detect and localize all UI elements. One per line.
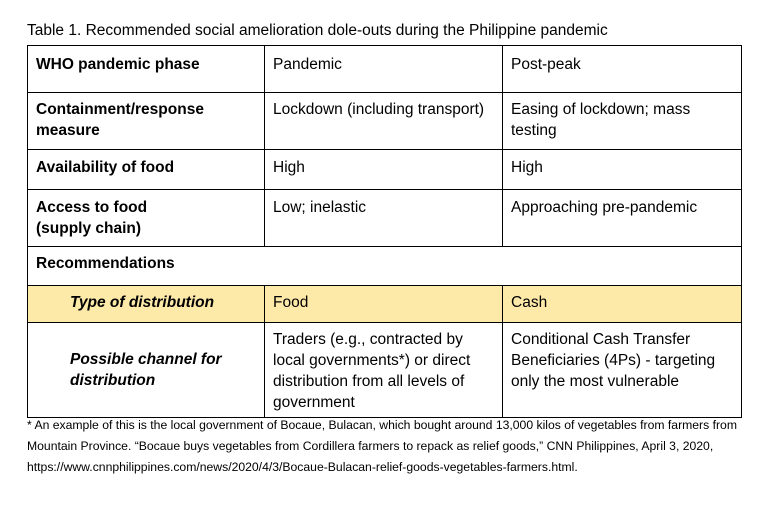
row-label-availability: Availability of food [28, 150, 265, 190]
table-row [28, 323, 742, 418]
cell-availability-postpeak: High [503, 150, 742, 190]
cell-distribution-type-postpeak: Cash [503, 286, 742, 323]
footnote: * An example of this is the local government of Bocaue, Bulacan, which bought around 13,000 kilos of vegetables from farmers from Mountain Province. “Bocaue buys vegetables from Cordillera farmers to repack as relief goods,” CNN Philippines, April 3, 2020, https://www.cnnphilippines.com/news/2020/4/3/Bocaue-Bulacan-relief-goods-vegetables-farmers.html. [27, 418, 737, 474]
row-label-access: Access to food (supply chain) [28, 190, 265, 247]
row-label-phase: WHO pandemic phase [28, 46, 265, 93]
cell-measure-pandemic: Lockdown (including transport) [265, 93, 503, 150]
table-row [28, 150, 742, 190]
cell-measure-postpeak: Easing of lockdown; mass testing [503, 93, 742, 150]
cell-phase-postpeak: Post-peak [503, 46, 742, 93]
row-label-distribution-type: Type of distribution [28, 286, 265, 323]
table-row-highlighted [28, 286, 742, 323]
table-row [28, 93, 742, 150]
table-row [28, 46, 742, 93]
table-caption: Table 1. Recommended social amelioration dole-outs during the Philippine pandemic [27, 22, 608, 39]
cell-channel-pandemic: Traders (e.g., contracted by local governments*) or direct distribution from all levels of government [265, 323, 503, 418]
table-row [28, 190, 742, 247]
recommendations-heading: Recommendations [28, 247, 742, 286]
cell-phase-pandemic: Pandemic [265, 46, 503, 93]
cell-access-postpeak: Approaching pre-pandemic [503, 190, 742, 247]
recommendations-table [27, 45, 742, 418]
cell-access-pandemic: Low; inelastic [265, 190, 503, 247]
cell-availability-pandemic: High [265, 150, 503, 190]
cell-channel-postpeak: Conditional Cash Transfer Beneficiaries (4Ps) - targeting only the most vulnerable [503, 323, 742, 418]
row-label-measure: Containment/response measure [28, 93, 265, 150]
cell-distribution-type-pandemic: Food [265, 286, 503, 323]
table-row [28, 247, 742, 286]
row-label-channel: Possible channel for distribution [28, 323, 265, 418]
